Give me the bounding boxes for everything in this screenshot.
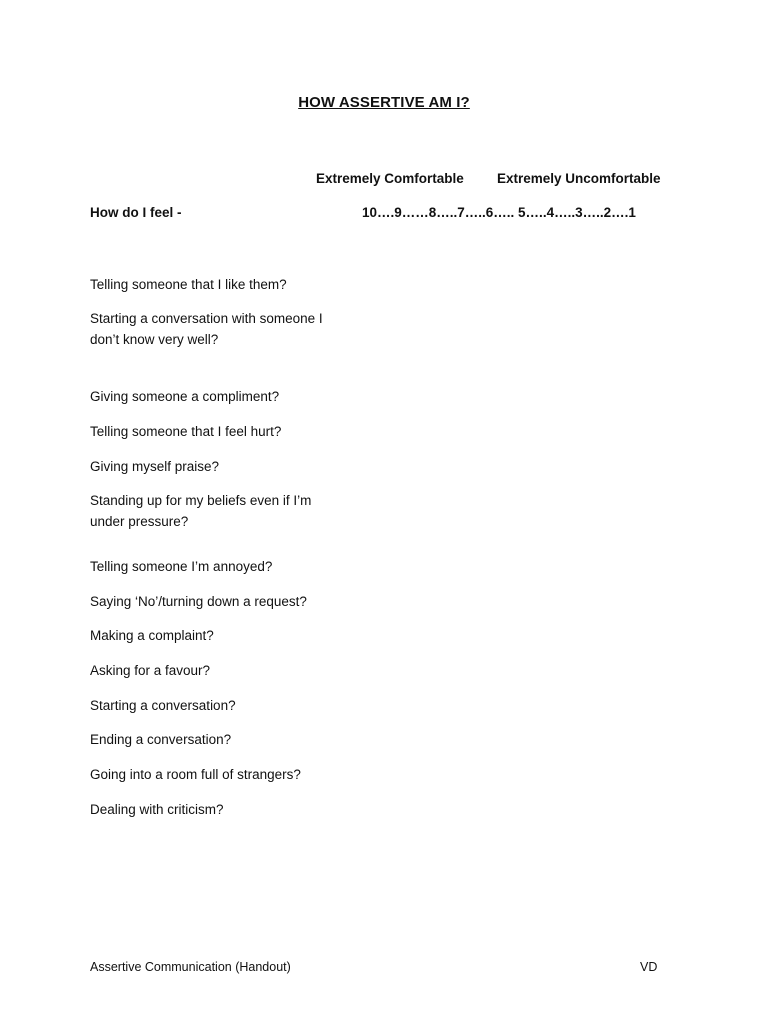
question-item: Making a complaint? — [90, 628, 214, 643]
question-item: Giving someone a compliment? — [90, 389, 280, 404]
question-item: Telling someone that I feel hurt? — [90, 424, 282, 439]
question-item: Ending a conversation? — [90, 732, 232, 747]
question-item: Dealing with criticism? — [90, 802, 224, 817]
question-item: Telling someone that I like them? — [90, 277, 287, 292]
scale-label-uncomfortable: Extremely Uncomfortable — [497, 171, 661, 186]
question-item: Telling someone I’m annoyed? — [90, 559, 273, 574]
question-item: Asking for a favour? — [90, 663, 211, 678]
question-item: Standing up for my beliefs even if I’m under pressure? — [90, 493, 312, 529]
footer-initials: VD — [640, 960, 658, 974]
page-title: HOW ASSERTIVE AM I? — [298, 94, 470, 111]
footer-document-name: Assertive Communication (Handout) — [90, 960, 291, 974]
scale-label-comfortable: Extremely Comfortable — [316, 171, 464, 186]
question-item: Going into a room full of strangers? — [90, 767, 301, 782]
question-item: Starting a conversation? — [90, 698, 236, 713]
question-item: Saying ‘No’/turning down a request? — [90, 594, 307, 609]
question-item: Giving myself praise? — [90, 459, 220, 474]
scale-row-label: How do I feel - — [90, 205, 182, 220]
rating-scale: 10….9……8…..7…..6….. 5…..4…..3…..2….1 — [362, 205, 636, 220]
question-item: Starting a conversation with someone I don’t know very well? — [90, 311, 323, 347]
